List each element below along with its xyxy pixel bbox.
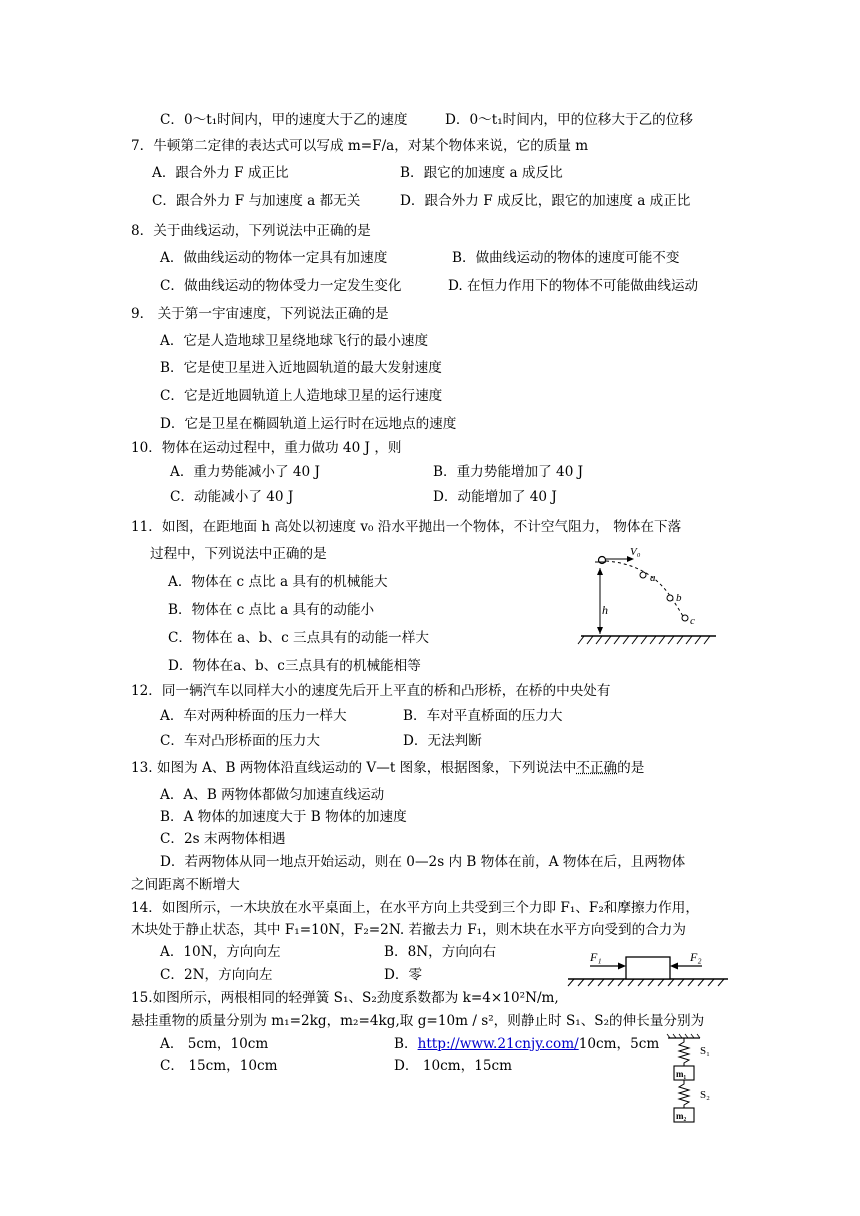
q11-option-a: A．物体在 c 点比 a 具有的机械能大 (168, 574, 388, 590)
q15-option-a: A． 5cm，10cm (160, 1036, 269, 1052)
q12-option-a: A．车对两种桥面的压力一样大 (160, 708, 347, 724)
q10-option-c: C．动能减小了 40 J (170, 489, 294, 505)
q6-option-d: D．0～t₁时间内，甲的位移大于乙的位移 (445, 112, 693, 128)
q6-option-c: C．0～t₁时间内，甲的速度大于乙的速度 (160, 112, 408, 128)
q14-block-figure (566, 946, 732, 990)
q15-fig-m1-label: m₁ (676, 1069, 687, 1079)
q11-stem-line2: 过程中，下列说法中正确的是 (150, 546, 327, 562)
q15-option-b-suffix: 10cm，5cm (578, 1036, 660, 1052)
q11-fig-b-label: b (676, 592, 682, 604)
q11-projectile-figure (576, 548, 726, 648)
q7-option-a: A．跟合外力 F 成正比 (152, 165, 289, 181)
q13-option-d-line1: D．若两物体从同一地点开始运动，则在 0—2s 内 B 物体在前，A 物体在后，且两物体 (160, 854, 686, 870)
q15-fig-s2-label: S₂ (700, 1089, 710, 1101)
q14-option-b: B．8N，方向向右 (384, 944, 497, 960)
q15-option-b-prefix: B． (394, 1036, 418, 1052)
q8-option-b: B．做曲线运动的物体的速度可能不变 (452, 250, 680, 266)
q13-option-b: B．A 物体的加速度大于 B 物体的加速度 (160, 809, 407, 825)
q8-option-c: C．做曲线运动的物体受力一定发生变化 (160, 278, 402, 294)
q10-stem: 10．物体在运动过程中，重力做功 40 J ，则 (131, 440, 402, 456)
q14-stem-line1: 14．如图所示，一木块放在水平桌面上，在水平方向上共受到三个力即 F₁、F₂和摩擦力作用， (131, 900, 699, 916)
q13-stem-post: 的是 (617, 760, 645, 776)
q7-option-b: B．跟它的加速度 a 成反比 (400, 165, 563, 181)
q8-option-a: A．做曲线运动的物体一定具有加速度 (160, 250, 388, 266)
q14-fig-f2-label: F₂ (690, 950, 702, 964)
q15-fig-m2-label: m₂ (676, 1111, 687, 1121)
q11-option-c: C．物体在 a、b、c 三点具有的动能一样大 (168, 630, 429, 646)
q15-option-c: C． 15cm，10cm (160, 1058, 278, 1074)
q15-stem-line2: 悬挂重物的质量分别为 m₁=2kg，m₂=4kg,取 g=10m / s²，则静止时 S₁、S₂的伸长量分别为 (131, 1013, 705, 1029)
q11-fig-v0-label: V₀ (630, 546, 641, 558)
q8-option-d: D. 在恒力作用下的物体不可能做曲线运动 (448, 278, 699, 294)
q7-option-c: C．跟合外力 F 与加速度 a 都无关 (152, 193, 361, 209)
q10-option-d: D．动能增加了 40 J (433, 489, 557, 505)
q15-option-b-link[interactable]: http://www.21cnjy.com/ (417, 1036, 579, 1052)
q14-option-a: A．10N，方向向左 (160, 944, 281, 960)
q11-fig-a-label: a (650, 572, 656, 584)
q13-stem-pre: 13. 如图为 A、B 两物体沿直线运动的 V—t 图象，根据图象，下列说法中 (131, 760, 577, 776)
q14-stem-line2: 木块处于静止状态，其中 F₁=10N，F₂=2N. 若撤去力 F₁，则木块在水平方向受到的合力为 (131, 922, 686, 938)
q11-option-d: D．物体在a、b、c三点具有的机械能相等 (168, 658, 421, 674)
q12-option-b: B．车对平直桥面的压力大 (403, 708, 563, 724)
q13-option-d-line2: 之间距离不断增大 (131, 877, 240, 893)
q9-option-a: A．它是人造地球卫星绕地球飞行的最小速度 (160, 333, 429, 349)
q9-stem: 9． 关于第一宇宙速度，下列说法正确的是 (131, 306, 389, 322)
q11-stem-line1: 11．如图，在距地面 h 高处以初速度 v₀ 沿水平抛出一个物体，不计空气阻力， 物体在下落 (131, 519, 682, 535)
q8-stem: 8．关于曲线运动，下列说法中正确的是 (131, 223, 371, 239)
q10-option-b: B．重力势能增加了 40 J (433, 464, 584, 480)
q12-stem: 12．同一辆汽车以同样大小的速度先后开上平直的桥和凸形桥，在桥的中央处有 (131, 683, 611, 699)
q7-stem: 7．牛顿第二定律的表达式可以写成 m=F/a，对某个物体来说，它的质量 m (131, 138, 589, 154)
q9-option-c: C．它是近地圆轨道上人造地球卫星的运行速度 (160, 388, 443, 404)
q10-option-a: A．重力势能减小了 40 J (170, 464, 320, 480)
q13-stem-emphasis: 不正确 (576, 760, 618, 776)
q7-option-d: D．跟合外力 F 成反比，跟它的加速度 a 成正比 (400, 193, 691, 209)
q14-option-c: C．2N，方向向左 (160, 967, 273, 983)
q15-option-d: D． 10cm，15cm (394, 1058, 513, 1074)
q13-option-c: C．2s 末两物体相遇 (160, 831, 286, 847)
q12-option-d: D．无法判断 (403, 733, 482, 749)
q11-fig-h-label: h (602, 603, 608, 617)
q15-fig-s1-label: S₁ (700, 1045, 710, 1057)
q15-spring-figure (666, 1036, 726, 1130)
q14-fig-f1-label: F₁ (590, 950, 602, 964)
q12-option-c: C．车对凸形桥面的压力大 (160, 733, 320, 749)
q11-option-b: B．物体在 c 点比 a 具有的动能小 (168, 602, 375, 618)
q13-option-a: A．A、B 两物体都做匀加速直线运动 (160, 787, 385, 803)
q15-stem-line1: 15.如图所示，两根相同的轻弹簧 S₁、S₂劲度系数都为 k=4×10²N/m, (131, 990, 559, 1006)
q11-fig-c-label: c (690, 615, 695, 627)
q9-option-b: B．它是使卫星进入近地圆轨道的最大发射速度 (160, 360, 442, 376)
q14-option-d: D．零 (384, 967, 423, 983)
q13-stem (131, 759, 644, 777)
q9-option-d: D．它是卫星在椭圆轨道上运行时在远地点的速度 (160, 416, 457, 432)
q15-option-b (394, 1035, 659, 1053)
